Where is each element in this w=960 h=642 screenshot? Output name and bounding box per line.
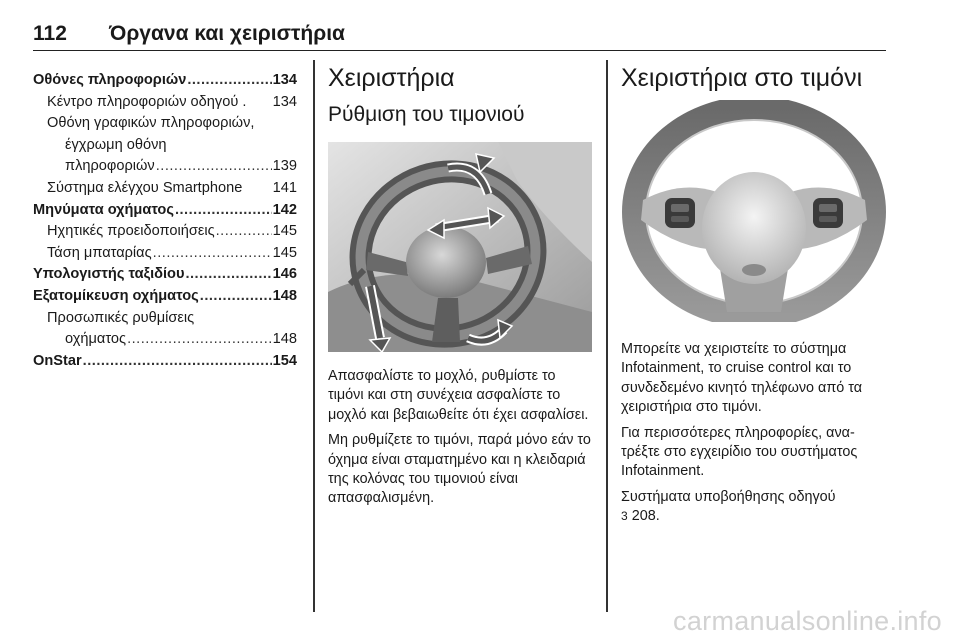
table-of-contents	[33, 70, 297, 372]
toc-leader-dots	[127, 329, 272, 351]
toc-leader-dots	[216, 221, 272, 243]
toc-entry-title: Σύστημα ελέγχου Smartphone	[47, 179, 243, 196]
toc-heading[interactable]	[33, 200, 297, 222]
reference-title: Συστήματα υποβοήθησης οδηγού	[621, 488, 836, 505]
toc-page-number: 141	[272, 179, 297, 196]
toc-page-number: 154	[272, 352, 297, 369]
paragraph: Απασφαλίστε το μοχλό, ρυθμίστε το τιμόνι και στη συνέχεια ασφαλίστε το μοχλό και βεβαιωθείτε ότι έχει ασφαλίσει.	[328, 368, 589, 423]
steering-wheel-controls-figure	[621, 100, 887, 322]
toc-entry-title: Μηνύματα οχήματος	[33, 201, 174, 218]
toc-page-number: 145	[272, 223, 297, 240]
toc-page-number: 134	[272, 93, 297, 110]
middle-column	[328, 62, 592, 515]
steering-wheel-illustration	[621, 100, 887, 322]
toc-entry[interactable]	[33, 92, 297, 114]
toc-entry-title: Τάση μπαταρίας	[47, 244, 152, 261]
right-column	[621, 62, 887, 533]
paragraph: Για περισσότερες πληροφορίες, ανατρέξτε στο εγχειρίδιο του συστήματος Infotainment.	[621, 424, 858, 480]
column-divider	[313, 60, 315, 612]
toc-entry-title: Υπολογιστής ταξιδίου	[33, 266, 185, 283]
arrow-right-icon: 3	[621, 509, 628, 524]
toc-entry[interactable]	[33, 329, 297, 351]
toc-entry[interactable]	[33, 243, 297, 265]
chapter-title: Όργανα και χειριστήρια	[109, 22, 345, 45]
toc-entry-title: Ηχητικές προειδοποιήσεις	[47, 223, 215, 240]
toc-leader-dots	[153, 243, 272, 265]
toc-entry-title: πληροφοριών	[65, 158, 155, 175]
toc-page-number: 146	[272, 266, 297, 283]
toc-heading[interactable]	[33, 286, 297, 308]
toc-entry-title: οχήματος	[65, 331, 127, 348]
toc-page-number: 148	[272, 331, 297, 348]
section-title: Χειριστήρια στο τιμόνι	[621, 64, 863, 92]
subsection-title: Ρύθμιση του τιμονιού	[328, 103, 525, 126]
watermark: carmanualsonline.info	[673, 606, 942, 636]
page-number: 112	[33, 22, 67, 45]
toc-entry-line: έγχρωμη οθόνη	[65, 136, 167, 153]
steering-adjustment-figure	[328, 142, 592, 352]
page-header	[33, 14, 886, 51]
toc-entry[interactable]	[33, 178, 297, 200]
toc-heading[interactable]	[33, 264, 297, 286]
toc-entry-line: Προσωπικές ρυθμίσεις	[47, 309, 195, 326]
toc-page-number: 139	[272, 158, 297, 175]
toc-page-number: 148	[272, 287, 297, 304]
toc-leader-dots	[187, 70, 271, 92]
toc-entry[interactable]	[33, 156, 297, 178]
toc-entry-title: Κέντρο πληροφοριών οδηγού .	[47, 93, 247, 110]
page-reference[interactable]	[621, 507, 887, 526]
reference-page: 208.	[631, 508, 660, 525]
toc-leader-dots	[83, 351, 272, 373]
toc-entry-title: OnStar	[33, 352, 82, 369]
toc-leader-dots	[156, 156, 272, 178]
toc-page-number: 134	[272, 72, 297, 88]
toc-heading[interactable]	[33, 351, 297, 373]
toc-entry[interactable]	[33, 221, 297, 243]
toc-entry-title: Οθόνες πληροφοριών	[33, 72, 187, 88]
toc-entry-line: Οθόνη γραφικών πληροφοριών,	[47, 115, 255, 132]
paragraph: Μπορείτε να χειριστείτε το σύστημα Infotainment, το cruise control και το συνδεδεμένο κινητό τηλέφωνο από τα χειριστήρια στο τιμόνι.	[621, 341, 863, 416]
section-title: Χειριστήρια	[328, 64, 455, 92]
paragraph: Μη ρυθμίζετε το τιμόνι, παρά μόνο εάν το όχημα είναι σταματημένο και η κλειδαριά της κολόνας του τιμονιού είναι απασφαλισμένη.	[328, 432, 591, 507]
toc-leader-dots	[200, 286, 272, 308]
steering-adjustment-illustration	[328, 142, 592, 352]
toc-leader-dots	[185, 264, 271, 286]
toc-heading[interactable]	[33, 70, 297, 92]
toc-leader-dots	[175, 200, 272, 222]
toc-page-number: 145	[272, 244, 297, 261]
toc-entry-title: Εξατομίκευση οχήματος	[33, 287, 199, 304]
column-divider	[606, 60, 608, 612]
toc-page-number: 142	[272, 201, 297, 218]
